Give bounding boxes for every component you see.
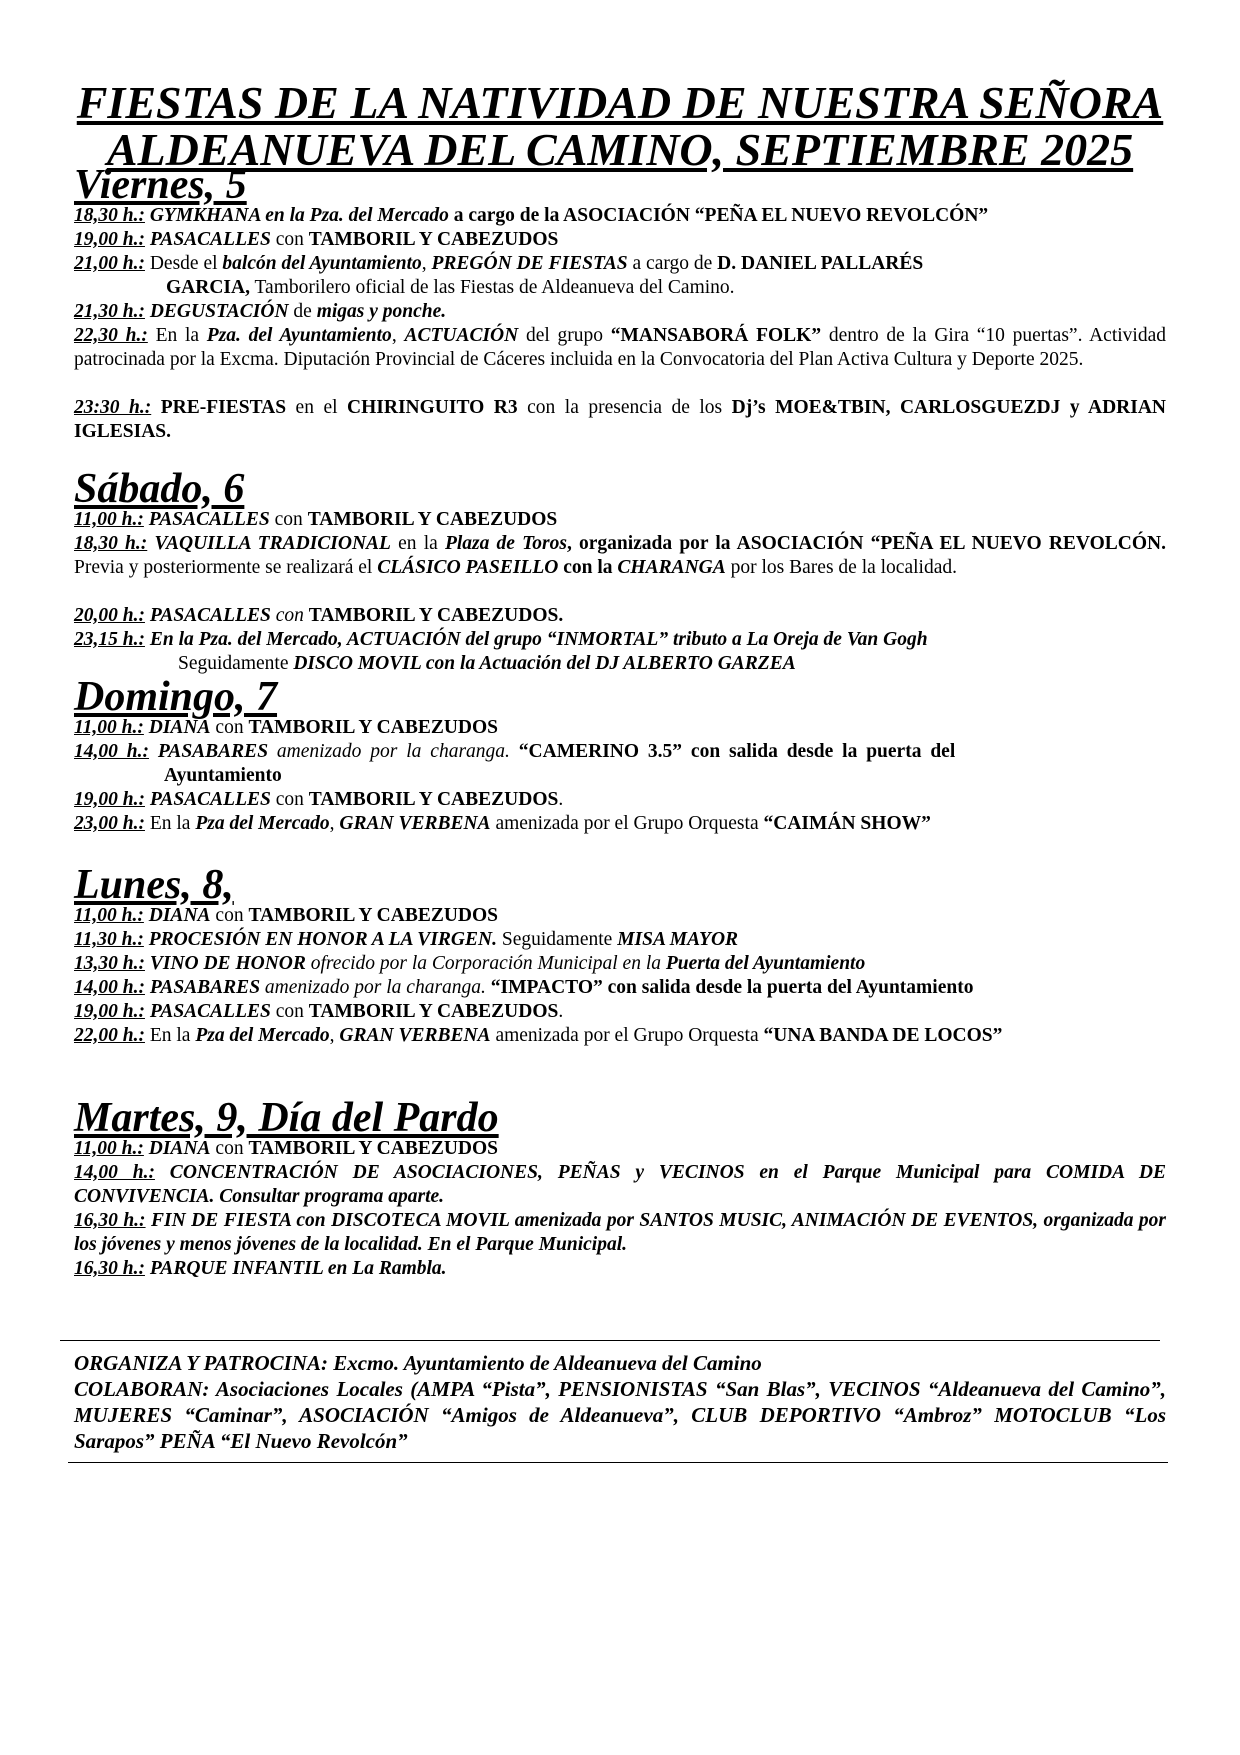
- event-text: PROCESIÓN EN HONOR A LA VIRGEN.: [143, 929, 497, 950]
- event-text: TAMBORIL Y CABEZUDOS: [248, 905, 499, 926]
- event-martes-2: [74, 1161, 1166, 1209]
- event-martes-4: [74, 1257, 1166, 1281]
- event-text: ,: [421, 253, 432, 274]
- event-time: 23,00 h.:: [74, 813, 145, 834]
- event-text: PASACALLES: [143, 509, 270, 530]
- event-text: PASABARES: [144, 977, 261, 998]
- event-text: GRAN VERBENA: [339, 1025, 491, 1046]
- event-lunes-1: [74, 904, 1166, 928]
- footer-colaboran: COLABORAN: Asociaciones Locales (AMPA “Pista”, PENSIONISTAS “San Blas”, VECINOS “Aldeanueva del Camino”, MUJERES “Caminar”, ASOCIACIÓN “Amigos de Aldeanueva”, CLUB DEPORTIVO “Ambroz” MOTOCLUB “Los Sarapos” PEÑA “El Nuevo Revolcón”: [74, 1377, 1166, 1453]
- event-text: En la: [147, 325, 207, 346]
- event-text: con la presencia de los: [517, 397, 732, 418]
- event-text: PASACALLES: [144, 605, 271, 626]
- event-text: “CAMERINO 3.5” con salida desde la puerta del: [509, 741, 956, 762]
- event-domingo-2-cont: [164, 764, 1240, 788]
- event-text: VINO DE HONOR: [144, 953, 306, 974]
- event-viernes-3-cont: [166, 276, 1240, 300]
- event-text: CLÁSICO PASEILLO: [377, 557, 559, 578]
- event-viernes-6: [74, 396, 1166, 444]
- event-text: “IMPACTO” con salida desde la puerta del Ayuntamiento: [485, 977, 974, 998]
- day-heading-lunes: Lunes, 8,: [74, 862, 234, 908]
- event-text: TAMBORIL Y CABEZUDOS: [248, 1138, 499, 1159]
- event-time: 18,30 h.:: [74, 205, 145, 226]
- footer-top-rule: [60, 1340, 1160, 1341]
- event-viernes-2: [74, 228, 1166, 252]
- event-text: TAMBORIL Y CABEZUDOS: [308, 229, 559, 250]
- event-text: Dj’s MOE&TBIN, CARLOSGUEZDJ y ADRIAN IGLESIAS.: [74, 397, 1167, 442]
- event-text: del grupo: [518, 325, 611, 346]
- event-text: con: [270, 605, 309, 626]
- event-text: con: [270, 229, 309, 250]
- event-text: “MANSABORÁ FOLK”: [610, 325, 822, 346]
- event-text: VAQUILLA TRADICIONAL: [147, 533, 391, 554]
- event-text: ,: [329, 813, 340, 834]
- event-time: 14,00 h.:: [74, 977, 145, 998]
- event-time: 11,00 h.:: [74, 905, 144, 926]
- event-viernes-4: [74, 300, 1166, 324]
- event-text: Seguidamente: [496, 929, 618, 950]
- event-text: PASACALLES: [144, 1001, 271, 1022]
- event-text: Puerta del Ayuntamiento: [665, 953, 866, 974]
- event-text: TAMBORIL Y CABEZUDOS: [307, 509, 558, 530]
- event-text: Pza del Mercado: [195, 1025, 330, 1046]
- event-time: 23:30 h.:: [74, 397, 152, 418]
- event-text: en el: [286, 397, 348, 418]
- event-text: FIN DE FIESTA con DISCOTECA MOVIL amenizada por SANTOS MUSIC, ANIMACIÓN DE EVENTOS, organizada por los jóvenes y menos jóvenes de la localidad. En el Parque Municipal.: [74, 1210, 1166, 1255]
- event-text: , organizada por la ASOCIACIÓN “PEÑA EL NUEVO REVOLCÓN.: [566, 533, 1166, 554]
- event-text: “CAIMÁN SHOW”: [763, 813, 931, 834]
- event-time: 14,00 h.:: [74, 1162, 155, 1183]
- event-text: a cargo de: [627, 253, 718, 274]
- footer-bottom-rule: [68, 1462, 1168, 1463]
- event-text: TAMBORIL Y CABEZUDOS: [308, 1001, 559, 1022]
- event-lunes-4: [74, 976, 1166, 1000]
- event-text: “UNA BANDA DE LOCOS”: [763, 1025, 1003, 1046]
- day-heading-martes: Martes, 9, Día del Pardo: [74, 1095, 499, 1141]
- event-text: PRE-FIESTAS: [151, 397, 287, 418]
- event-text: GYMKHANA en la Pza. del Mercado: [144, 205, 449, 226]
- event-text: amenizado por la charanga.: [260, 977, 486, 998]
- event-text: migas y ponche.: [316, 301, 447, 322]
- event-text: .: [558, 789, 564, 810]
- event-text: de: [288, 301, 317, 322]
- event-text: Pza. del Ayuntamiento: [206, 325, 392, 346]
- event-viernes-5: [74, 324, 1166, 372]
- event-text: GRAN VERBENA: [339, 813, 491, 834]
- event-text: CONCENTRACIÓN DE ASOCIACIONES, PEÑAS y VECINOS en el Parque Municipal para COMIDA DE CONVIVENCIA. Consultar programa aparte.: [74, 1162, 1166, 1207]
- event-text: con: [270, 789, 309, 810]
- event-sabado-1: [74, 508, 1166, 532]
- event-domingo-2: [74, 740, 1166, 764]
- event-text: dentro de la Gira “10 puertas”. Actividad patrocinada por la Excma. Diputación Provincial de Cáceres incluida en la Convocatoria del Plan Activa Cultura y Deporte 2025.: [74, 325, 1166, 370]
- event-text: ofrecido por la Corporación Municipal en la: [305, 953, 666, 974]
- event-text: amenizado por la charanga.: [268, 741, 510, 762]
- event-text: ,: [329, 1025, 340, 1046]
- day-heading-sabado: Sábado, 6: [74, 466, 245, 512]
- event-lunes-5: [74, 1000, 1166, 1024]
- event-text: DIANA: [143, 905, 211, 926]
- event-time: 23,15 h.:: [74, 629, 145, 650]
- event-text: .: [558, 1001, 564, 1022]
- event-domingo-3: [74, 788, 1166, 812]
- title-line-2: ALDEANUEVA DEL CAMINO, SEPTIEMBRE 2025: [106, 124, 1134, 175]
- event-text: PASACALLES: [144, 789, 271, 810]
- footer-organiza: ORGANIZA Y PATROCINA: Excmo. Ayuntamiento de Aldeanueva del Camino: [74, 1351, 762, 1375]
- event-text: En la Pza. del Mercado, ACTUACIÓN del grupo “INMORTAL” tributo a La Oreja de Van Gogh: [144, 629, 928, 650]
- event-lunes-3: [74, 952, 1166, 976]
- event-viernes-3: [74, 252, 1166, 276]
- event-time: 19,00 h.:: [74, 1001, 145, 1022]
- event-time: 19,00 h.:: [74, 229, 145, 250]
- event-martes-3: [74, 1209, 1166, 1257]
- event-time: 11,30 h.:: [74, 929, 144, 950]
- event-text: Pza del Mercado: [195, 813, 330, 834]
- event-text: con: [210, 905, 249, 926]
- event-text: CHARANGA: [617, 557, 726, 578]
- event-text: por los Bares de la localidad.: [725, 557, 957, 578]
- event-text: GARCIA,: [166, 277, 250, 298]
- event-text: PASABARES: [148, 741, 269, 762]
- event-domingo-4: [74, 812, 1166, 836]
- event-text: ACTUACIÓN: [404, 325, 519, 346]
- event-text: DISCO MOVIL con la Actuación del DJ ALBERTO GARZEA: [293, 653, 796, 674]
- event-time: 18,30 h.:: [74, 533, 148, 554]
- event-sabado-3: [74, 604, 1166, 628]
- event-text: Desde el: [144, 253, 223, 274]
- event-text: con: [269, 509, 308, 530]
- event-text: Ayuntamiento: [164, 765, 282, 786]
- event-text: balcón del Ayuntamiento: [222, 253, 422, 274]
- event-text: Tamborilero oficial de las Fiestas de Aldeanueva del Camino.: [249, 277, 735, 298]
- event-text: ,: [391, 325, 405, 346]
- event-text: con: [210, 717, 249, 738]
- event-time: 16,30 h.:: [74, 1258, 145, 1279]
- event-time: 16,30 h.:: [74, 1210, 146, 1231]
- event-text: con: [270, 1001, 309, 1022]
- event-text: amenizada por el Grupo Orquesta: [490, 813, 764, 834]
- event-text: en la: [390, 533, 445, 554]
- day-heading-viernes: Viernes, 5: [74, 162, 247, 208]
- event-lunes-2: [74, 928, 1166, 952]
- event-time: 14,00 h.:: [74, 741, 149, 762]
- event-text: En la: [144, 1025, 196, 1046]
- event-text: PREGÓN DE FIESTAS: [431, 253, 628, 274]
- event-text: D. DANIEL PALLARÉS: [717, 253, 924, 274]
- event-text: amenizada por el Grupo Orquesta: [490, 1025, 764, 1046]
- event-text: a cargo de la ASOCIACIÓN “PEÑA EL NUEVO REVOLCÓN”: [448, 205, 989, 226]
- event-text: CHIRINGUITO R3: [347, 397, 518, 418]
- event-text: DEGUSTACIÓN: [144, 301, 289, 322]
- event-text: con: [210, 1138, 249, 1159]
- event-time: 19,00 h.:: [74, 789, 145, 810]
- event-time: 13,30 h.:: [74, 953, 145, 974]
- event-text: Seguidamente: [178, 653, 294, 674]
- event-text: con la: [558, 557, 618, 578]
- event-text: PARQUE INFANTIL en La Rambla.: [144, 1258, 447, 1279]
- event-text: Previa y posteriormente se realizará el: [74, 557, 378, 578]
- event-text: DIANA: [143, 1138, 211, 1159]
- event-text: En la: [144, 813, 196, 834]
- event-time: 21,00 h.:: [74, 253, 145, 274]
- event-lunes-6: [74, 1024, 1166, 1048]
- event-sabado-4: [74, 628, 1166, 652]
- event-time: 22,30 h.:: [74, 325, 148, 346]
- title-line-1: FIESTAS DE LA NATIVIDAD DE NUESTRA SEÑORA: [76, 77, 1164, 128]
- event-text: Plaza de Toros: [444, 533, 567, 554]
- event-time: 11,00 h.:: [74, 717, 144, 738]
- event-sabado-2: [74, 532, 1166, 580]
- event-text: PASACALLES: [144, 229, 271, 250]
- event-time: 11,00 h.:: [74, 1138, 144, 1159]
- event-time: 22,00 h.:: [74, 1025, 145, 1046]
- day-heading-domingo: Domingo, 7: [74, 674, 278, 720]
- event-domingo-1: [74, 716, 1166, 740]
- event-time: 11,00 h.:: [74, 509, 144, 530]
- event-martes-1: [74, 1137, 1166, 1161]
- event-text: TAMBORIL Y CABEZUDOS.: [308, 605, 564, 626]
- event-time: 20,00 h.:: [74, 605, 145, 626]
- event-text: TAMBORIL Y CABEZUDOS: [248, 717, 499, 738]
- event-text: MISA MAYOR: [617, 929, 739, 950]
- event-text: TAMBORIL Y CABEZUDOS: [308, 789, 559, 810]
- event-viernes-1: [74, 204, 1166, 228]
- event-time: 21,30 h.:: [74, 301, 145, 322]
- event-sabado-4-cont: [178, 652, 1240, 676]
- event-text: DIANA: [143, 717, 211, 738]
